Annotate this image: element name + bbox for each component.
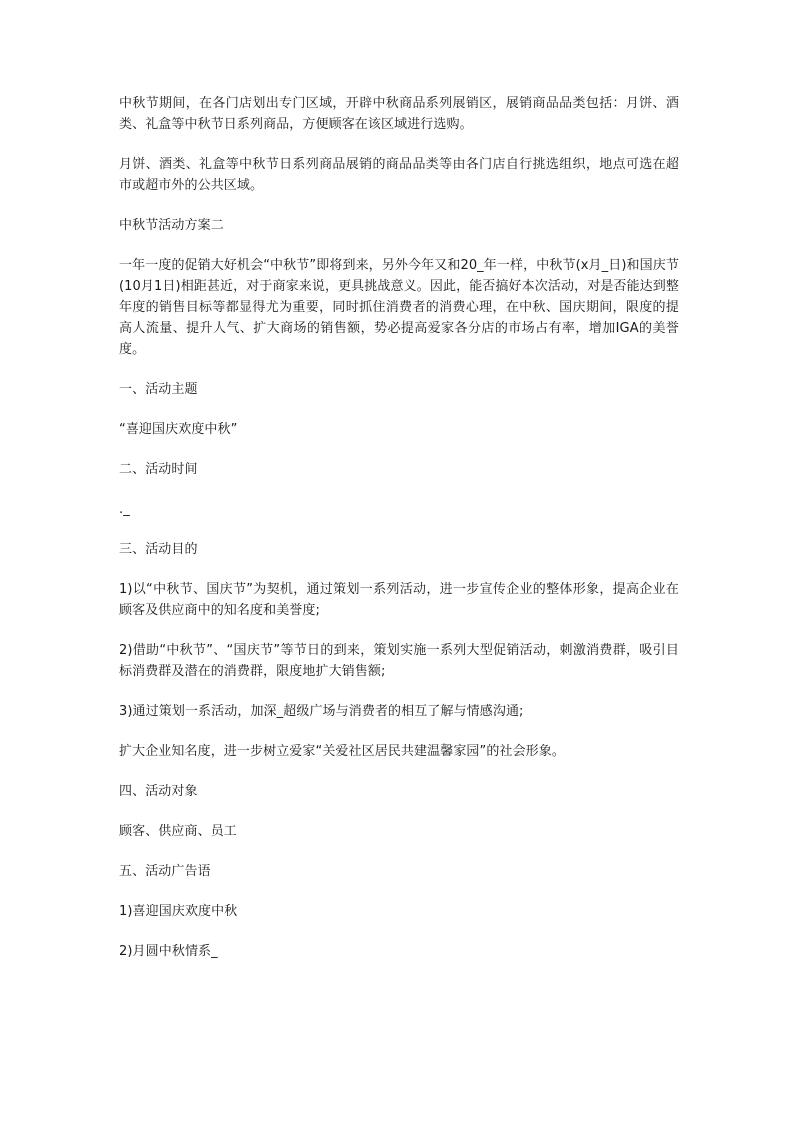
theme-text: “喜迎国庆欢度中秋” — [119, 422, 238, 437]
purpose-item-1: 1)以“中秋节、国庆节”为契机，通过策划一系列活动，进一步宣传企业的整体形象，提高企业在顾客及供应商中的知名度和美誉度; — [119, 582, 679, 618]
purpose-item-4: 扩大企业知名度，进一步树立爱家“关爱社区居民共建温馨家园”的社会形象。 — [119, 744, 565, 759]
heading-slogans: 五、活动广告语 — [119, 864, 211, 879]
heading-time: 二、活动时间 — [119, 462, 198, 477]
time-text: ._ — [119, 502, 130, 517]
purpose-item-3: 3)通过策划一系活动，加深_超级广场与消费者的相互了解与情感沟通; — [119, 704, 524, 719]
slogan-item-2: 2)月圆中秋情系_ — [119, 944, 218, 959]
heading-theme: 一、活动主题 — [119, 382, 198, 397]
purpose-item-2: 2)借助“中秋节”、“国庆节”等节日的到来，策划实施一系列大型促销活动，刺激消费群，吸引目标消费群及潜在的消费群，限度地扩大销售额; — [119, 643, 679, 679]
paragraph-introduction: 一年一度的促销大好机会“中秋节”即将到来，另外今年又和20_年一样，中秋节(x月_日)和国庆节(10月1日)相距甚近，对于商家来说，更具挑战意义。因此，能否搞好本次活动，对是否能达到整年度的销售目标等都显得尤为重要，同时抓住消费者的消费心理，在中秋、国庆期间，限度的提高人流量、提升人气、扩大商场的销售额，势必提高爱家各分店的市场占有率，增加IGA的美誉度。 — [119, 258, 679, 357]
section-title-plan-two: 中秋节活动方案二 — [119, 218, 224, 233]
slogan-item-1: 1)喜迎国庆欢度中秋 — [119, 904, 238, 919]
audience-text: 顾客、供应商、员工 — [119, 824, 237, 839]
paragraph-product-selection: 月饼、酒类、礼盒等中秋节日系列商品展销的商品品类等由各门店自行挑选组织，地点可选在超市或超市外的公共区域。 — [119, 157, 679, 193]
document-page — [119, 93, 679, 981]
heading-purpose: 三、活动目的 — [119, 542, 198, 557]
paragraph-exhibition-area: 中秋节期间，在各门店划出专门区域，开辟中秋商品系列展销区，展销商品品类包括：月饼、酒类、礼盒等中秋节日系列商品，方便顾客在该区域进行选购。 — [119, 96, 679, 132]
heading-audience: 四、活动对象 — [119, 784, 198, 799]
